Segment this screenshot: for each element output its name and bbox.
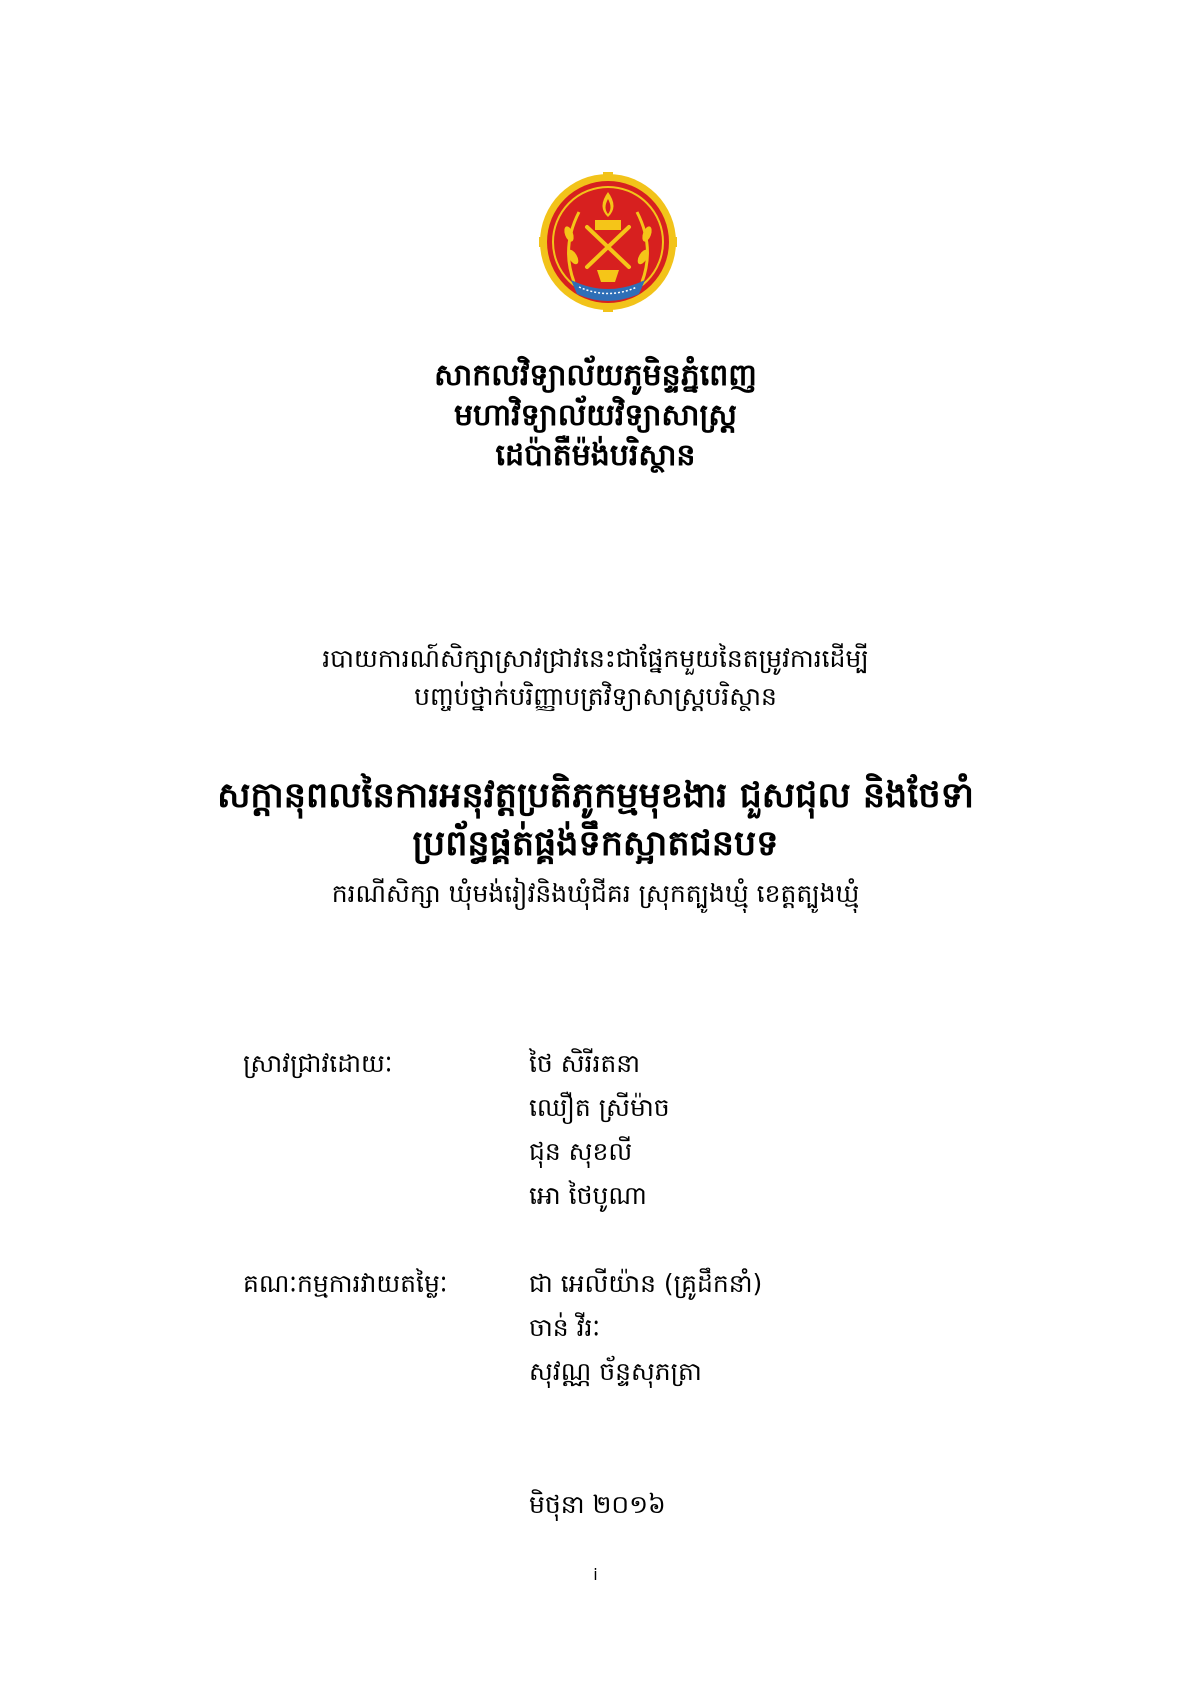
purpose-line-1: របាយការណ៍សិក្សាស្រាវជ្រាវនេះជាផ្នែកមួយនៃតម្រូវការដើម្បី bbox=[322, 644, 869, 673]
report-title bbox=[0, 772, 1191, 868]
committee-member-name: ជា អេលីយ៉ាន (គ្រូដឹកនាំ) bbox=[529, 1269, 763, 1298]
researcher-name: ឈឿត ស្រីម៉ាច bbox=[529, 1093, 670, 1122]
university-seal-icon bbox=[539, 172, 677, 312]
researcher-name: ថៃ សិរីរតនា bbox=[529, 1049, 641, 1078]
institution-block bbox=[0, 356, 1191, 476]
department-name: ដេប៉ាតឺម៉ង់បរិស្ថាន bbox=[495, 438, 696, 473]
page-number: i bbox=[593, 1565, 598, 1584]
title-line-1: សក្តានុពលនៃការអនុវត្តប្រតិភូកម្មមុខងារ ជួសជុល និងថែទាំ bbox=[217, 776, 974, 816]
researcher-name: ជុន សុខលី bbox=[529, 1137, 633, 1166]
researchers-list bbox=[529, 1042, 670, 1218]
report-date: មិថុនា ២០១៦ bbox=[529, 1490, 666, 1519]
case-study-subtitle: ករណីសិក្សា ឃុំមង់រៀវនិងឃុំជីគរ ស្រុកត្បូងឃ្មុំ ខេត្តត្បូងឃ្មុំ bbox=[331, 879, 860, 908]
title-line-2: ប្រព័ន្ធផ្គត់ផ្គង់ទឹកស្អាតជនបទ bbox=[412, 824, 779, 864]
purpose-statement bbox=[0, 640, 1191, 716]
faculty-name: មហាវិទ្យាល័យវិទ្យាសាស្ត្រ bbox=[453, 398, 737, 433]
committee-member-name: សុវណ្ណ ច័ន្ទសុភត្រា bbox=[529, 1357, 702, 1386]
researcher-name: អោ ថៃបូណា bbox=[529, 1181, 647, 1210]
committee-member-name: ចាន់ វីរៈ bbox=[529, 1313, 601, 1342]
purpose-line-2: បញ្ចប់ថ្នាក់បរិញ្ញាបត្រវិទ្យាសាស្ត្របរិស្ថាន bbox=[414, 682, 777, 711]
university-name: សាកលវិទ្យាល័យភូមិន្ទភ្នំពេញ bbox=[434, 358, 757, 393]
committee-list bbox=[529, 1262, 762, 1394]
researchers-label: ស្រាវជ្រាវដោយៈ bbox=[243, 1049, 393, 1078]
committee-label: គណៈកម្មការវាយតម្លៃៈ bbox=[243, 1269, 448, 1298]
